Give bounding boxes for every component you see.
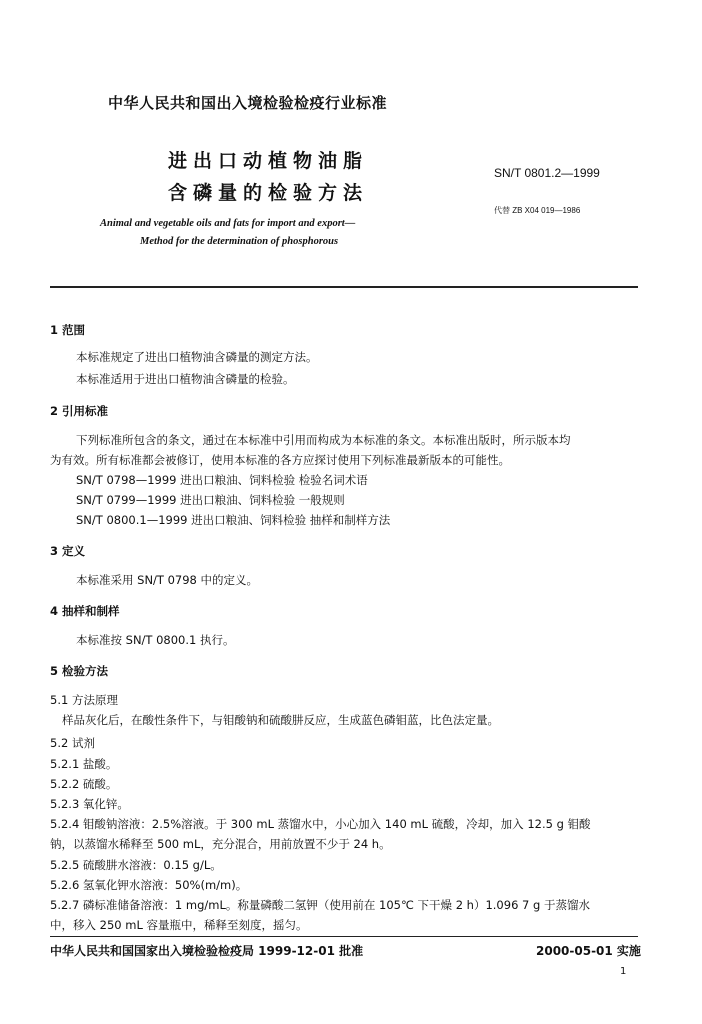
section-2-para-1-cont: 为有效。所有标准都会被修订，使用本标准的各方应探讨使用下列标准最新版本的可能性。 bbox=[50, 453, 510, 467]
header-divider bbox=[50, 286, 638, 288]
reagent-5-2-7-cont: 中，移入 250 mL 容量瓶中，稀释至刻度，摇匀。 bbox=[50, 918, 308, 932]
reagent-5-2-7: 5.2.7 磷标准储备溶液：1 mg/mL。称量磷酸二氢钾（使用前在 105℃ 下干燥 2 h）1.096 7 g 于蒸馏水 bbox=[50, 898, 590, 912]
reference-standard-2: SN/T 0799—1999 进出口粮油、饲料检验 一般规则 bbox=[76, 493, 345, 507]
issuing-standard-body: 中华人民共和国出入境检验检疫行业标准 bbox=[108, 94, 388, 112]
title-en-line2: Method for the determination of phosphorous bbox=[140, 236, 339, 247]
page-number: 1 bbox=[620, 966, 627, 977]
reagent-5-2-4: 5.2.4 钼酸钠溶液：2.5%溶液。于 300 mL 蒸馏水中，小心加入 140 mL 硫酸，冷却，加入 12.5 g 钼酸 bbox=[50, 817, 591, 831]
section-1-para-1: 本标准规定了进出口植物油含磷量的测定方法。 bbox=[76, 350, 318, 364]
reagent-5-2-5: 5.2.5 硫酸肼水溶液：0.15 g/L。 bbox=[50, 858, 222, 872]
subsection-5-2-heading: 5.2 试剂 bbox=[50, 736, 95, 750]
subsection-5-1-text: 样品灰化后，在酸性条件下，与钼酸钠和硫酸肼反应，生成蓝色磷钼蓝，比色法定量。 bbox=[62, 713, 499, 727]
section-2-heading: 2 引用标准 bbox=[50, 404, 109, 418]
subsection-5-1-heading: 5.1 方法原理 bbox=[50, 693, 118, 707]
replaces-standard: 代替 ZB X04 019—1986 bbox=[494, 206, 581, 215]
section-1-para-2: 本标准适用于进出口植物油含磷量的检验。 bbox=[76, 372, 295, 386]
section-1-heading: 1 范围 bbox=[50, 323, 86, 337]
reference-standard-1: SN/T 0798—1999 进出口粮油、饲料检验 检验名词术语 bbox=[76, 473, 368, 487]
implementation-date: 2000-05-01 实施 bbox=[536, 944, 641, 958]
title-zh-line1: 进出口动植物油脂 bbox=[168, 150, 369, 172]
section-4-para-1: 本标准按 SN/T 0800.1 执行。 bbox=[76, 633, 235, 647]
title-zh-line2: 含磷量的检验方法 bbox=[168, 182, 369, 204]
reagent-5-2-2: 5.2.2 硫酸。 bbox=[50, 777, 118, 791]
section-5-heading: 5 检验方法 bbox=[50, 664, 109, 678]
section-2-para-1: 下列标准所包含的条文，通过在本标准中引用而构成为本标准的条文。本标准出版时，所示版本均 bbox=[76, 433, 571, 447]
section-3-heading: 3 定义 bbox=[50, 544, 86, 558]
reference-standard-3: SN/T 0800.1—1999 进出口粮油、饲料检验 抽样和制样方法 bbox=[76, 513, 391, 527]
section-4-heading: 4 抽样和制样 bbox=[50, 604, 120, 618]
footer-divider bbox=[50, 936, 638, 937]
reagent-5-2-4-cont: 钠，以蒸馏水稀释至 500 mL，充分混合，用前放置不少于 24 h。 bbox=[50, 837, 391, 851]
reagent-5-2-3: 5.2.3 氧化锌。 bbox=[50, 797, 129, 811]
standard-number: SN/T 0801.2—1999 bbox=[494, 166, 600, 180]
section-3-para-1: 本标准采用 SN/T 0798 中的定义。 bbox=[76, 573, 259, 587]
approval-statement: 中华人民共和国国家出入境检验检疫局 1999-12-01 批准 bbox=[50, 944, 364, 958]
reagent-5-2-6: 5.2.6 氢氧化钾水溶液：50%(m/m)。 bbox=[50, 878, 248, 892]
reagent-5-2-1: 5.2.1 盐酸。 bbox=[50, 757, 118, 771]
title-en-line1: Animal and vegetable oils and fats for import and export— bbox=[100, 218, 356, 229]
